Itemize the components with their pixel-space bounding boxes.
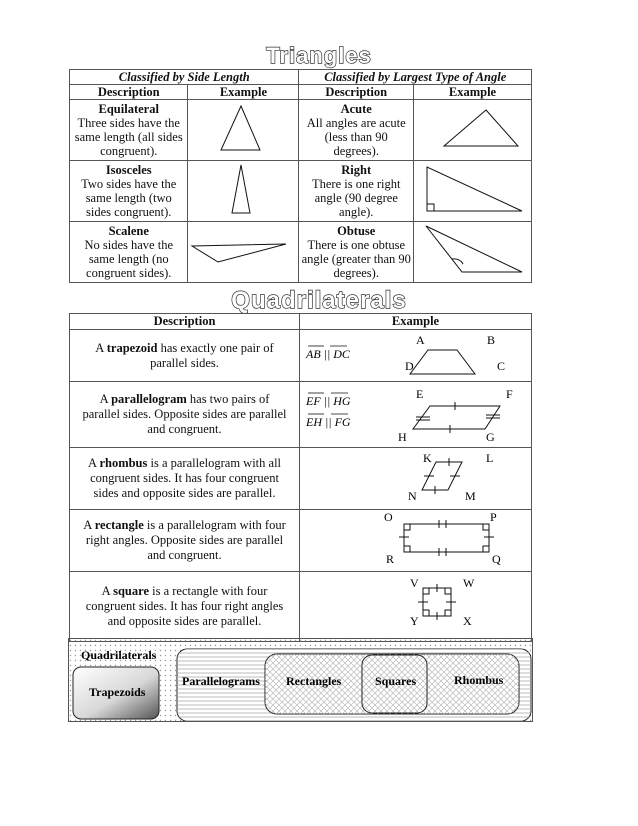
scalene-name: Scalene — [108, 223, 149, 238]
parallelogram-relation-1: EF || HG — [306, 394, 351, 408]
side-length-header: Classified by Side Length — [70, 70, 299, 85]
square-description: A square is a rectangle with four congruent sides. It has four right angles and opposite sides are parallel. — [70, 572, 300, 642]
trapezoid-description: A trapezoid has exactly one pair of parallel sides. — [70, 330, 300, 382]
parallelogram-term: parallelogram — [111, 392, 187, 406]
svg-text:P: P — [490, 510, 497, 524]
equilateral-triangle-figure — [188, 100, 298, 156]
right-example — [413, 161, 531, 222]
equilateral-name: Equilateral — [98, 101, 159, 116]
parallelogram-figure — [300, 382, 531, 443]
obtuse-description — [299, 222, 414, 283]
square-example — [300, 572, 532, 642]
parallelogram-relation-2: EH || FG — [306, 415, 351, 429]
svg-text:D: D — [405, 359, 414, 373]
venn-quadrilaterals-label: Quadrilaterals — [81, 648, 157, 662]
svg-text:L: L — [486, 451, 494, 465]
acute-text: All angles are acute (less than 90 degrees). — [306, 115, 406, 159]
quadrilateral-hierarchy-diagram — [68, 638, 533, 722]
venn-trapezoids-label: Trapezoids — [89, 685, 146, 699]
svg-text:K: K — [423, 451, 432, 465]
obtuse-name: Obtuse — [337, 223, 376, 238]
col-example: Example — [413, 85, 531, 100]
svg-text:B: B — [487, 333, 496, 347]
svg-text:H: H — [398, 430, 407, 443]
col-description: Description — [299, 85, 414, 100]
svg-text:X: X — [463, 614, 472, 628]
acute-description — [299, 100, 414, 161]
trapezoid-term: trapezoid — [106, 340, 158, 355]
rhombus-example — [300, 448, 532, 510]
angle-type-header: Classified by Largest Type of Angle — [299, 70, 532, 85]
svg-text:V: V — [410, 576, 419, 590]
obtuse-example — [413, 222, 531, 283]
rhombus-term: rhombus — [99, 456, 148, 470]
svg-text:O: O — [384, 510, 393, 524]
col-example: Example — [300, 314, 532, 330]
right-name: Right — [341, 162, 372, 177]
right-text: There is one right angle (90 degree angle). — [311, 176, 401, 220]
svg-text:M: M — [465, 489, 476, 503]
svg-text:C: C — [497, 359, 506, 373]
rhombus-figure — [300, 448, 531, 505]
acute-triangle-figure — [414, 100, 531, 156]
trapezoid-relation: AB || DC — [306, 347, 350, 361]
isosceles-text: Two sides have the same length (two sides congruent). — [81, 176, 177, 220]
svg-text:E: E — [416, 387, 424, 401]
svg-text:Y: Y — [410, 614, 419, 628]
scalene-triangle-figure — [188, 222, 298, 278]
svg-text:W: W — [463, 576, 475, 590]
col-description: Description — [70, 314, 300, 330]
quadrilaterals-title: Quadrilaterals — [231, 287, 407, 314]
right-description — [299, 161, 414, 222]
right-triangle-figure — [414, 161, 531, 217]
isosceles-example — [188, 161, 299, 222]
rectangle-figure — [300, 510, 531, 567]
parallelogram-description: A parallelogram has two pairs of parallel sides. Opposite sides are parallel and congruent. — [70, 382, 300, 448]
obtuse-text: There is one obtuse angle (greater than 90 degrees). — [301, 237, 411, 281]
equilateral-description — [70, 100, 188, 161]
rhombus-description: A rhombus is a parallelogram with all congruent sides. It has four congruent sides and opposite sides are parallel. — [70, 448, 300, 510]
scalene-description — [70, 222, 188, 283]
hierarchy-figure — [69, 639, 532, 721]
isosceles-triangle-figure — [188, 161, 298, 217]
svg-text:G: G — [486, 430, 495, 443]
svg-text:F: F — [506, 387, 513, 401]
obtuse-triangle-figure — [414, 222, 531, 278]
triangles-title: Triangles — [266, 43, 372, 68]
square-figure — [300, 572, 531, 637]
scalene-text: No sides have the same length (no congruent sides). — [84, 237, 173, 281]
svg-text:Q: Q — [492, 552, 501, 566]
isosceles-description — [70, 161, 188, 222]
venn-squares-label: Squares — [375, 674, 417, 688]
quadrilaterals-table — [69, 313, 532, 642]
rectangle-description: A rectangle is a parallelogram with four right angles. Opposite sides are parallel and congruent. — [70, 510, 300, 572]
acute-name: Acute — [340, 101, 372, 116]
equilateral-example — [188, 100, 299, 161]
svg-text:N: N — [408, 489, 417, 503]
col-example: Example — [188, 85, 299, 100]
trapezoid-example — [300, 330, 532, 382]
venn-parallelograms-label: Parallelograms — [182, 674, 260, 688]
col-description: Description — [70, 85, 188, 100]
svg-text:A: A — [416, 333, 425, 347]
scalene-example — [188, 222, 299, 283]
venn-rectangles-label: Rectangles — [286, 674, 342, 688]
equilateral-text: Three sides have the same length (all sides congruent). — [74, 115, 183, 159]
svg-text:R: R — [386, 552, 395, 566]
triangles-table — [69, 69, 532, 283]
rectangle-example — [300, 510, 532, 572]
square-term: square — [113, 584, 149, 598]
rectangle-term: rectangle — [94, 518, 144, 532]
venn-rhombus-label: Rhombus — [454, 673, 504, 687]
isosceles-name: Isosceles — [105, 162, 152, 177]
parallelogram-example — [300, 382, 532, 448]
trapezoid-figure — [300, 330, 531, 377]
acute-example — [413, 100, 531, 161]
